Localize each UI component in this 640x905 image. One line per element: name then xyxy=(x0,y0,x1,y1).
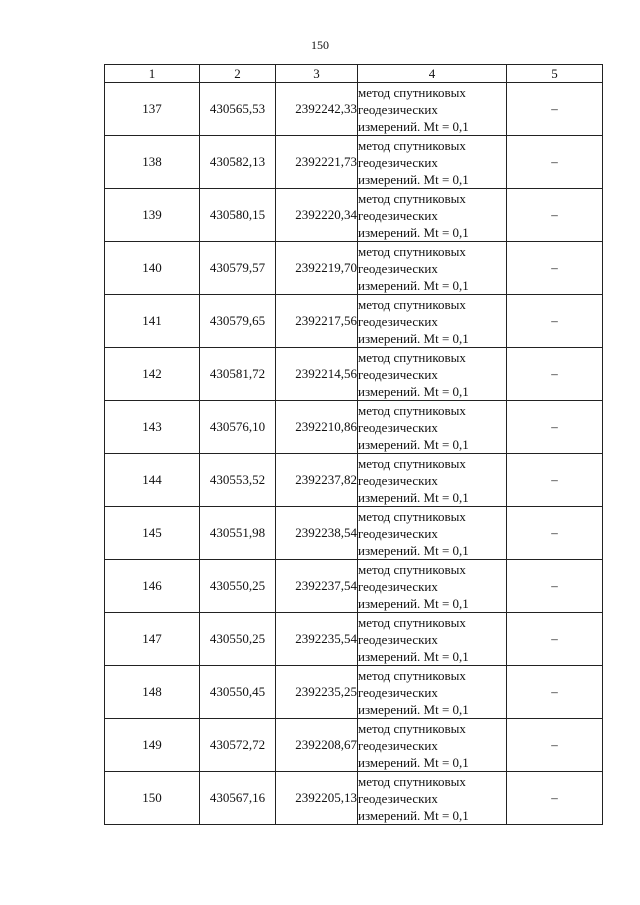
table-header-row xyxy=(105,65,603,83)
column-5-cell: – xyxy=(507,613,603,666)
y-coordinate-cell: 2392235,25 xyxy=(276,666,358,719)
column-5-cell: – xyxy=(507,242,603,295)
point-number-cell: 148 xyxy=(105,666,200,719)
method-line: измерений. Mt = 0,1 xyxy=(358,754,469,770)
method-line: метод спутниковых xyxy=(358,402,466,418)
method-line: измерений. Mt = 0,1 xyxy=(358,277,469,293)
method-cell xyxy=(358,348,507,401)
point-number-cell: 147 xyxy=(105,613,200,666)
x-coordinate-cell: 430550,45 xyxy=(200,666,276,719)
y-coordinate-cell: 2392220,34 xyxy=(276,189,358,242)
method-line: метод спутниковых xyxy=(358,349,466,365)
table-row xyxy=(105,348,603,401)
x-coordinate-cell: 430579,65 xyxy=(200,295,276,348)
y-coordinate-cell: 2392219,70 xyxy=(276,242,358,295)
x-coordinate-cell: 430579,57 xyxy=(200,242,276,295)
x-coordinate-cell: 430581,72 xyxy=(200,348,276,401)
method-line: геодезических xyxy=(358,207,438,223)
method-line: измерений. Mt = 0,1 xyxy=(358,807,469,823)
column-5-cell: – xyxy=(507,719,603,772)
column-5-cell: – xyxy=(507,83,603,136)
table-row xyxy=(105,560,603,613)
method-line: измерений. Mt = 0,1 xyxy=(358,542,469,558)
column-5-cell: – xyxy=(507,189,603,242)
table-row xyxy=(105,507,603,560)
table-row xyxy=(105,242,603,295)
method-line: геодезических xyxy=(358,419,438,435)
column-5-cell: – xyxy=(507,401,603,454)
table-row xyxy=(105,401,603,454)
point-number-cell: 146 xyxy=(105,560,200,613)
y-coordinate-cell: 2392205,13 xyxy=(276,772,358,825)
method-line: метод спутниковых xyxy=(358,243,466,259)
method-line: метод спутниковых xyxy=(358,508,466,524)
point-number-cell: 145 xyxy=(105,507,200,560)
y-coordinate-cell: 2392214,56 xyxy=(276,348,358,401)
point-number-cell: 150 xyxy=(105,772,200,825)
table-row xyxy=(105,772,603,825)
method-cell xyxy=(358,666,507,719)
method-line: метод спутниковых xyxy=(358,720,466,736)
method-cell xyxy=(358,189,507,242)
method-line: измерений. Mt = 0,1 xyxy=(358,701,469,717)
table-body xyxy=(105,65,603,825)
table-row xyxy=(105,454,603,507)
method-line: метод спутниковых xyxy=(358,190,466,206)
column-5-cell: – xyxy=(507,454,603,507)
column-5-cell: – xyxy=(507,772,603,825)
column-header-1: 1 xyxy=(105,65,200,83)
method-line: геодезических xyxy=(358,472,438,488)
method-line: измерений. Mt = 0,1 xyxy=(358,330,469,346)
point-number-cell: 137 xyxy=(105,83,200,136)
y-coordinate-cell: 2392221,73 xyxy=(276,136,358,189)
method-line: измерений. Mt = 0,1 xyxy=(358,595,469,611)
method-line: геодезических xyxy=(358,313,438,329)
method-cell xyxy=(358,401,507,454)
column-5-cell: – xyxy=(507,666,603,719)
method-line: метод спутниковых xyxy=(358,667,466,683)
point-number-cell: 149 xyxy=(105,719,200,772)
y-coordinate-cell: 2392238,54 xyxy=(276,507,358,560)
table-row xyxy=(105,666,603,719)
y-coordinate-cell: 2392235,54 xyxy=(276,613,358,666)
y-coordinate-cell: 2392210,86 xyxy=(276,401,358,454)
method-line: геодезических xyxy=(358,578,438,594)
method-line: геодезических xyxy=(358,525,438,541)
method-cell xyxy=(358,772,507,825)
method-cell xyxy=(358,454,507,507)
page-number: 150 xyxy=(311,38,329,52)
method-cell xyxy=(358,719,507,772)
x-coordinate-cell: 430565,53 xyxy=(200,83,276,136)
x-coordinate-cell: 430580,15 xyxy=(200,189,276,242)
table-row xyxy=(105,719,603,772)
column-header-2: 2 xyxy=(200,65,276,83)
method-cell xyxy=(358,560,507,613)
method-line: геодезических xyxy=(358,101,438,117)
y-coordinate-cell: 2392237,82 xyxy=(276,454,358,507)
x-coordinate-cell: 430553,52 xyxy=(200,454,276,507)
coordinates-table xyxy=(104,64,603,825)
point-number-cell: 143 xyxy=(105,401,200,454)
method-line: метод спутниковых xyxy=(358,455,466,471)
x-coordinate-cell: 430550,25 xyxy=(200,560,276,613)
method-line: измерений. Mt = 0,1 xyxy=(358,648,469,664)
table-row xyxy=(105,189,603,242)
column-5-cell: – xyxy=(507,560,603,613)
method-line: метод спутниковых xyxy=(358,773,466,789)
method-line: метод спутниковых xyxy=(358,84,466,100)
method-line: метод спутниковых xyxy=(358,561,466,577)
method-cell xyxy=(358,136,507,189)
table-row xyxy=(105,295,603,348)
x-coordinate-cell: 430582,13 xyxy=(200,136,276,189)
column-5-cell: – xyxy=(507,136,603,189)
point-number-cell: 138 xyxy=(105,136,200,189)
method-line: геодезических xyxy=(358,154,438,170)
column-header-5: 5 xyxy=(507,65,603,83)
method-line: измерений. Mt = 0,1 xyxy=(358,489,469,505)
column-5-cell: – xyxy=(507,295,603,348)
method-line: геодезических xyxy=(358,631,438,647)
x-coordinate-cell: 430567,16 xyxy=(200,772,276,825)
point-number-cell: 141 xyxy=(105,295,200,348)
point-number-cell: 139 xyxy=(105,189,200,242)
x-coordinate-cell: 430551,98 xyxy=(200,507,276,560)
method-line: геодезических xyxy=(358,684,438,700)
y-coordinate-cell: 2392242,33 xyxy=(276,83,358,136)
method-line: геодезических xyxy=(358,366,438,382)
method-cell xyxy=(358,242,507,295)
column-5-cell: – xyxy=(507,348,603,401)
x-coordinate-cell: 430572,72 xyxy=(200,719,276,772)
x-coordinate-cell: 430576,10 xyxy=(200,401,276,454)
y-coordinate-cell: 2392237,54 xyxy=(276,560,358,613)
point-number-cell: 144 xyxy=(105,454,200,507)
table-row xyxy=(105,613,603,666)
method-line: измерений. Mt = 0,1 xyxy=(358,224,469,240)
method-cell xyxy=(358,83,507,136)
method-line: измерений. Mt = 0,1 xyxy=(358,171,469,187)
method-line: метод спутниковых xyxy=(358,614,466,630)
method-line: геодезических xyxy=(358,737,438,753)
table-row xyxy=(105,83,603,136)
y-coordinate-cell: 2392208,67 xyxy=(276,719,358,772)
method-cell xyxy=(358,613,507,666)
method-line: измерений. Mt = 0,1 xyxy=(358,436,469,452)
method-line: метод спутниковых xyxy=(358,296,466,312)
method-line: геодезических xyxy=(358,790,438,806)
method-line: геодезических xyxy=(358,260,438,276)
method-cell xyxy=(358,295,507,348)
method-cell xyxy=(358,507,507,560)
method-line: измерений. Mt = 0,1 xyxy=(358,118,469,134)
method-line: измерений. Mt = 0,1 xyxy=(358,383,469,399)
table-row xyxy=(105,136,603,189)
point-number-cell: 142 xyxy=(105,348,200,401)
method-line: метод спутниковых xyxy=(358,137,466,153)
y-coordinate-cell: 2392217,56 xyxy=(276,295,358,348)
column-header-4: 4 xyxy=(358,65,507,83)
point-number-cell: 140 xyxy=(105,242,200,295)
column-5-cell: – xyxy=(507,507,603,560)
column-header-3: 3 xyxy=(276,65,358,83)
x-coordinate-cell: 430550,25 xyxy=(200,613,276,666)
